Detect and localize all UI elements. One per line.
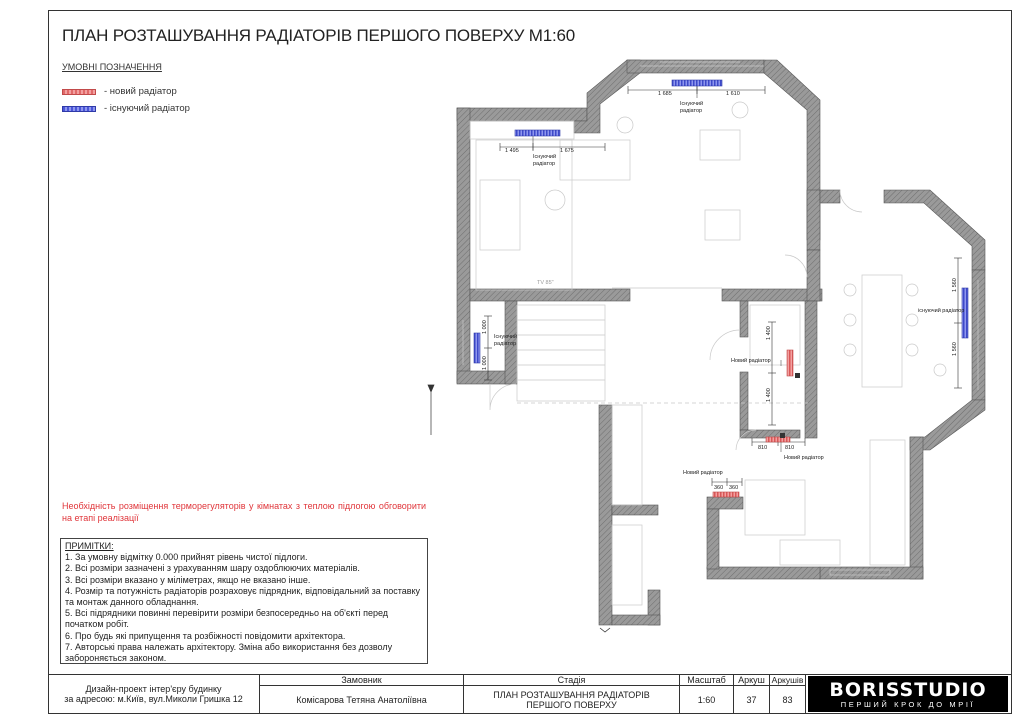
- existing-radiator-top: [672, 80, 722, 86]
- logo-tagline: ПЕРШИЙ КРОК ДО МРІЇ: [840, 699, 976, 709]
- exterior-walls: [457, 60, 985, 625]
- dim-right-bottom: 1 560: [952, 342, 958, 356]
- project-cell: [48, 674, 260, 714]
- dim-top-right: 1 610: [726, 91, 740, 97]
- dim-mid-left: 1 495: [505, 148, 519, 154]
- page-title: ПЛАН РОЗТАШУВАННЯ РАДІАТОРІВ ПЕРШОГО ПОВЕРХУ М1:60: [62, 26, 576, 45]
- dim-core-top: 1 400: [766, 326, 772, 340]
- customer-name: Комісарова Тетяна Анатоліївна: [260, 685, 464, 714]
- studio-logo: [808, 676, 1008, 712]
- existing-radiator-hall: [474, 333, 480, 363]
- note-item: 6. Про будь які припущення та розбіжності повідомити архітектора.: [65, 630, 346, 641]
- legend-new-label: - новий радіатор: [104, 86, 177, 97]
- dim-mid-right: 1 675: [560, 148, 574, 154]
- project-name: Дизайн-проект інтер'єру будинку: [85, 684, 222, 694]
- scale-label: Масштаб: [680, 674, 734, 685]
- scale-value: 1:60: [680, 685, 734, 714]
- dim-core-h-right: 810: [785, 445, 795, 451]
- dim-left-top: 1 000: [482, 320, 488, 334]
- label-existing-radiator-hall-b: радіатор: [494, 341, 517, 347]
- notes-heading: ПРИМІТКИ:: [65, 541, 114, 551]
- label-existing-radiator-top-a: Існуючий: [680, 101, 704, 107]
- interior-walls: [470, 250, 822, 438]
- floor-drain: [795, 373, 800, 378]
- dim-small-right: 360: [729, 485, 739, 491]
- label-tv: TV 85": [537, 280, 554, 286]
- sheets-total: 83: [770, 685, 806, 714]
- note-item: 7. Авторські права належать архітектору. Зміна або використання без дозволу забороняється законом.: [65, 641, 393, 664]
- dim-left-bottom: 1 000: [482, 356, 488, 370]
- label-existing-radiator-hall-a: Існуючий: [494, 334, 518, 340]
- customer-label: Замовник: [260, 674, 464, 685]
- dim-right-top: 1 560: [952, 278, 958, 292]
- stage-value: ПЛАН РОЗТАШУВАННЯ РАДІАТОРІВ ПЕРШОГО ПОВЕРХУ: [464, 685, 680, 714]
- stage-label: Стадія: [464, 674, 680, 685]
- label-existing-radiator-top-b: радіатор: [680, 108, 703, 114]
- label-new-radiator-core: Новий радіатор: [731, 358, 771, 364]
- label-new-radiator-corridor: Новий радіатор: [784, 455, 824, 461]
- note-item: 3. Всі розміри вказано у міліметрах, якщо не вказано інше.: [65, 574, 311, 585]
- dimension-lines: [484, 86, 965, 486]
- label-new-radiator-kitchen: Новий радіатор: [683, 470, 723, 476]
- title-block: [48, 674, 1012, 714]
- sheet-number: 37: [734, 685, 770, 714]
- label-existing-radiator-dining: існуючий радіатор: [918, 308, 965, 314]
- new-radiator-kitchen: [713, 492, 739, 497]
- label-existing-radiator-living-b: радіатор: [533, 161, 556, 167]
- legend-heading: УМОВНІ ПОЗНАЧЕННЯ: [62, 62, 162, 72]
- note-item: 1. За умовну відмітку 0.000 прийнят рівень чистої підлоги.: [65, 552, 308, 563]
- notes-box: [60, 538, 428, 664]
- note-item: 4. Розмір та потужність радіаторів розраховує підрядник, відповідальний за поставку та монтаж данного обладнання.: [65, 585, 421, 608]
- dim-core-h-left: 810: [758, 445, 768, 451]
- dim-core-bottom: 1 400: [766, 388, 772, 402]
- new-radiator-core: [787, 350, 793, 376]
- furniture-outlines: [463, 62, 978, 605]
- note-item: 2. Всі розміри зазначені з урахуванням шару оздоблюючих матеріалів.: [65, 563, 360, 574]
- warning-note: Необхідність розміщення терморегуляторів у кімнатах з теплою підлогою обговорити на етапі реалізації: [62, 501, 426, 523]
- sheets-label: Аркушів: [770, 674, 806, 685]
- logo-wordmark: BORISSTUDIO: [829, 678, 987, 701]
- floor-drain: [780, 433, 785, 438]
- section-mark: [600, 628, 610, 632]
- note-item: 5. Всі підрядники повинні перевірити розміри безпосередньо на об'єкті перед початком робіт.: [65, 608, 389, 630]
- label-existing-radiator-living-a: Існуючий: [533, 154, 557, 160]
- dim-small-left: 360: [714, 485, 724, 491]
- new-radiator-corridor: [766, 437, 790, 442]
- project-address: за адресою: м.Київ, вул.Миколи Гришка 12: [64, 694, 243, 704]
- leader-lines: [533, 82, 965, 452]
- legend-existing-label: - існуючий радіатор: [104, 103, 190, 114]
- existing-radiator-living: [515, 130, 560, 136]
- sheet-label: Аркуш: [734, 674, 770, 685]
- dim-top-left: 1 685: [658, 91, 672, 97]
- section-mark: [428, 385, 434, 435]
